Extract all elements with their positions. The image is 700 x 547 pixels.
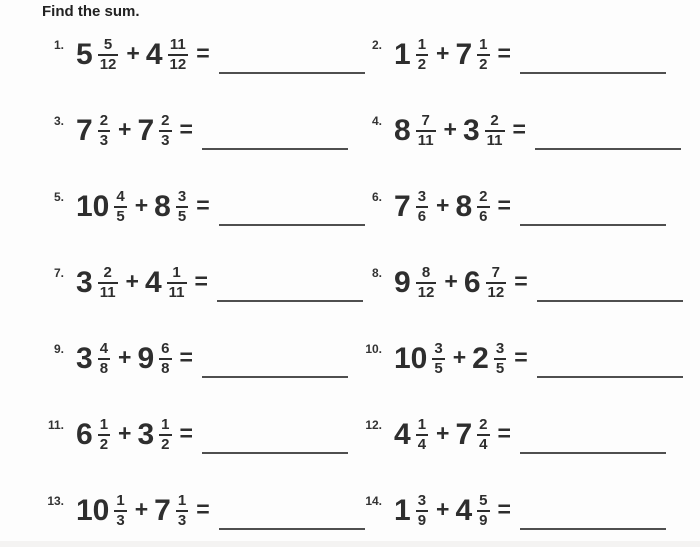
addend1-numerator: 1 <box>99 416 109 434</box>
plus-sign: + <box>134 191 149 218</box>
problem-row <box>360 245 680 321</box>
problem-number: 3. <box>53 114 64 128</box>
addend2-numerator: 6 <box>161 340 170 358</box>
addend1-whole: 3 <box>76 342 93 375</box>
addend1-denominator: 6 <box>417 208 427 225</box>
addend1-whole: 5 <box>76 38 93 71</box>
addend1-numerator: 4 <box>116 188 125 206</box>
plus-sign: + <box>118 343 132 370</box>
addend2-numerator: 11 <box>169 36 186 54</box>
problem-row <box>360 17 680 93</box>
addend1-numerator: 5 <box>103 36 113 54</box>
addend1-fraction <box>98 265 118 301</box>
addend2-whole: 6 <box>463 266 481 299</box>
addend1-denominator: 11 <box>417 132 434 149</box>
problem-row <box>42 17 360 93</box>
addend2-numerator: 2 <box>479 188 488 206</box>
problem-row <box>360 321 680 397</box>
addend2-denominator: 12 <box>169 56 187 73</box>
plus-sign: + <box>134 495 149 522</box>
problem-row <box>360 169 680 245</box>
addend1-fraction <box>416 417 428 453</box>
addend1-numerator: 3 <box>434 340 443 358</box>
addend2-numerator: 5 <box>479 492 488 510</box>
equals-sign: = <box>179 115 193 142</box>
answer-blank[interactable] <box>219 528 365 530</box>
addend2-numerator: 3 <box>177 188 187 206</box>
addend2-denominator: 2 <box>479 56 488 73</box>
plus-sign: + <box>436 495 450 522</box>
answer-blank[interactable] <box>520 452 666 454</box>
answer-blank[interactable] <box>537 376 683 378</box>
addend1-whole: 1 <box>394 38 411 71</box>
addend1-denominator: 11 <box>99 284 116 301</box>
plus-sign: + <box>452 343 467 370</box>
plus-sign: + <box>436 191 450 218</box>
addend2-whole: 7 <box>154 494 171 527</box>
equals-sign: = <box>514 343 528 370</box>
problem-row <box>360 397 680 473</box>
scan-artifact-strip <box>0 541 700 547</box>
addend1-numerator: 1 <box>417 36 427 54</box>
addend2-denominator: 11 <box>168 284 185 301</box>
addend2-fraction <box>167 265 187 301</box>
addend2-fraction <box>176 493 188 529</box>
addend2-numerator: 1 <box>479 36 488 54</box>
expression <box>394 37 511 73</box>
plus-sign: + <box>444 267 458 294</box>
addend1-denominator: 3 <box>116 512 125 529</box>
addend2-numerator: 2 <box>479 416 488 434</box>
addend1-whole: 6 <box>76 418 93 451</box>
addend1-numerator: 2 <box>99 112 109 130</box>
problem-number: 12. <box>365 418 382 432</box>
addend2-denominator: 12 <box>487 284 505 301</box>
equals-sign: = <box>194 267 208 294</box>
expression <box>76 341 193 377</box>
addend1-whole: 7 <box>394 190 411 223</box>
addend2-denominator: 3 <box>161 132 170 149</box>
addend1-fraction <box>416 265 437 301</box>
problem-number: 2. <box>371 38 382 52</box>
problems-grid <box>42 17 680 547</box>
addend1-denominator: 12 <box>417 284 435 301</box>
answer-blank[interactable] <box>202 376 348 378</box>
problem-number: 4. <box>371 114 382 128</box>
addend2-fraction <box>477 37 489 73</box>
problem-row <box>42 473 360 547</box>
addend1-whole: 7 <box>76 114 93 147</box>
addend2-fraction <box>168 37 189 73</box>
addend1-numerator: 8 <box>421 264 431 282</box>
problem-row <box>360 473 680 547</box>
plus-sign: + <box>118 115 132 142</box>
addend2-whole: 8 <box>154 190 171 223</box>
addend1-denominator: 12 <box>99 56 117 73</box>
addend1-fraction <box>416 113 436 149</box>
equals-sign: = <box>196 495 210 522</box>
addend1-fraction <box>114 493 126 529</box>
expression <box>76 37 210 73</box>
addend1-numerator: 1 <box>417 416 427 434</box>
answer-blank[interactable] <box>535 148 681 150</box>
addend2-numerator: 1 <box>161 416 170 434</box>
addend1-denominator: 8 <box>99 360 109 377</box>
addend2-whole: 7 <box>137 114 155 147</box>
equals-sign: = <box>512 115 526 142</box>
addend1-numerator: 2 <box>103 264 112 282</box>
addend2-numerator: 1 <box>172 264 181 282</box>
addend2-fraction <box>477 189 489 225</box>
addend2-fraction <box>486 265 507 301</box>
addend1-numerator: 3 <box>417 492 427 510</box>
addend1-numerator: 7 <box>421 112 430 130</box>
addend2-denominator: 11 <box>486 132 503 149</box>
answer-blank[interactable] <box>520 224 666 226</box>
plus-sign: + <box>443 115 457 142</box>
problem-number: 9. <box>53 342 64 356</box>
answer-blank[interactable] <box>537 300 683 302</box>
addend2-denominator: 9 <box>479 512 488 529</box>
addend2-fraction <box>159 113 171 149</box>
problem-number: 10. <box>365 342 382 356</box>
problem-row <box>42 321 360 397</box>
addend1-denominator: 4 <box>417 436 427 453</box>
expression <box>394 341 528 377</box>
addend2-whole: 9 <box>137 342 155 375</box>
answer-blank[interactable] <box>520 72 666 74</box>
addend1-denominator: 5 <box>116 208 125 225</box>
equals-sign: = <box>497 419 511 446</box>
addend1-whole: 10 <box>76 494 110 527</box>
addend2-whole: 3 <box>462 114 480 147</box>
plus-sign: + <box>436 419 450 446</box>
addend2-denominator: 4 <box>479 436 488 453</box>
problem-number: 13. <box>47 494 64 508</box>
expression <box>76 265 208 301</box>
addend2-fraction <box>477 417 489 453</box>
problem-row <box>42 169 360 245</box>
plus-sign: + <box>126 39 140 66</box>
addend2-fraction <box>159 417 171 453</box>
addend1-fraction <box>98 37 119 73</box>
addend1-denominator: 9 <box>417 512 427 529</box>
problem-number: 6. <box>371 190 382 204</box>
equals-sign: = <box>196 191 210 218</box>
addend1-whole: 3 <box>76 266 93 299</box>
addend1-fraction <box>98 341 110 377</box>
worksheet-title: Find the sum. <box>42 3 140 20</box>
expression <box>394 189 511 225</box>
addend2-denominator: 5 <box>177 208 187 225</box>
addend2-denominator: 8 <box>161 360 170 377</box>
problem-number: 14. <box>365 494 382 508</box>
addend1-whole: 9 <box>394 266 411 299</box>
addend1-fraction <box>416 493 428 529</box>
equals-sign: = <box>497 495 511 522</box>
problem-number: 5. <box>53 190 64 204</box>
addend2-fraction <box>176 189 188 225</box>
equals-sign: = <box>497 191 511 218</box>
addend2-whole: 2 <box>472 342 489 375</box>
addend2-denominator: 3 <box>177 512 187 529</box>
addend2-whole: 7 <box>455 38 473 71</box>
addend1-whole: 10 <box>394 342 428 375</box>
addend2-numerator: 2 <box>161 112 170 130</box>
answer-blank[interactable] <box>217 300 363 302</box>
expression <box>76 113 193 149</box>
addend1-whole: 4 <box>394 418 411 451</box>
addend1-denominator: 5 <box>434 360 443 377</box>
expression <box>394 417 511 453</box>
equals-sign: = <box>179 343 193 370</box>
addend1-whole: 10 <box>76 190 110 223</box>
addend2-whole: 4 <box>455 494 473 527</box>
addend1-numerator: 1 <box>116 492 125 510</box>
addend2-denominator: 5 <box>495 360 505 377</box>
addend1-denominator: 3 <box>99 132 109 149</box>
addend1-fraction <box>114 189 126 225</box>
addend2-numerator: 7 <box>491 264 501 282</box>
addend2-denominator: 2 <box>161 436 170 453</box>
addend1-denominator: 2 <box>417 56 427 73</box>
answer-blank[interactable] <box>202 148 348 150</box>
expression <box>394 113 526 149</box>
problem-number: 1. <box>53 38 64 52</box>
answer-blank[interactable] <box>202 452 348 454</box>
problem-row <box>42 93 360 169</box>
plus-sign: + <box>436 39 450 66</box>
answer-blank[interactable] <box>219 224 365 226</box>
addend1-whole: 8 <box>394 114 411 147</box>
expression <box>76 493 210 529</box>
answer-blank[interactable] <box>219 72 365 74</box>
plus-sign: + <box>125 267 139 294</box>
addend1-whole: 1 <box>394 494 411 527</box>
equals-sign: = <box>196 39 210 66</box>
expression <box>394 493 511 529</box>
answer-blank[interactable] <box>520 528 666 530</box>
addend2-whole: 3 <box>137 418 155 451</box>
addend1-fraction <box>416 189 428 225</box>
addend2-fraction <box>494 341 506 377</box>
addend2-numerator: 1 <box>177 492 187 510</box>
addend1-numerator: 4 <box>99 340 109 358</box>
problem-number: 7. <box>53 266 64 280</box>
equals-sign: = <box>179 419 193 446</box>
problem-row <box>42 397 360 473</box>
expression <box>76 417 193 453</box>
problem-row <box>360 93 680 169</box>
expression <box>76 189 210 225</box>
addend2-denominator: 6 <box>479 208 488 225</box>
addend2-numerator: 2 <box>490 112 499 130</box>
addend1-fraction <box>416 37 428 73</box>
addend2-numerator: 3 <box>495 340 505 358</box>
addend1-fraction <box>98 113 110 149</box>
addend2-whole: 4 <box>144 266 162 299</box>
addend2-fraction <box>159 341 171 377</box>
addend1-fraction <box>98 417 110 453</box>
addend1-denominator: 2 <box>99 436 109 453</box>
addend2-whole: 8 <box>455 190 473 223</box>
equals-sign: = <box>497 39 511 66</box>
problem-row <box>42 245 360 321</box>
addend1-numerator: 3 <box>417 188 427 206</box>
plus-sign: + <box>118 419 132 446</box>
addend2-fraction <box>485 113 505 149</box>
addend2-whole: 7 <box>455 418 473 451</box>
addend2-whole: 4 <box>145 38 163 71</box>
problem-number: 11. <box>47 418 64 432</box>
addend2-fraction <box>477 493 489 529</box>
problem-number: 8. <box>371 266 382 280</box>
addend1-fraction <box>432 341 444 377</box>
equals-sign: = <box>514 267 528 294</box>
expression <box>394 265 528 301</box>
